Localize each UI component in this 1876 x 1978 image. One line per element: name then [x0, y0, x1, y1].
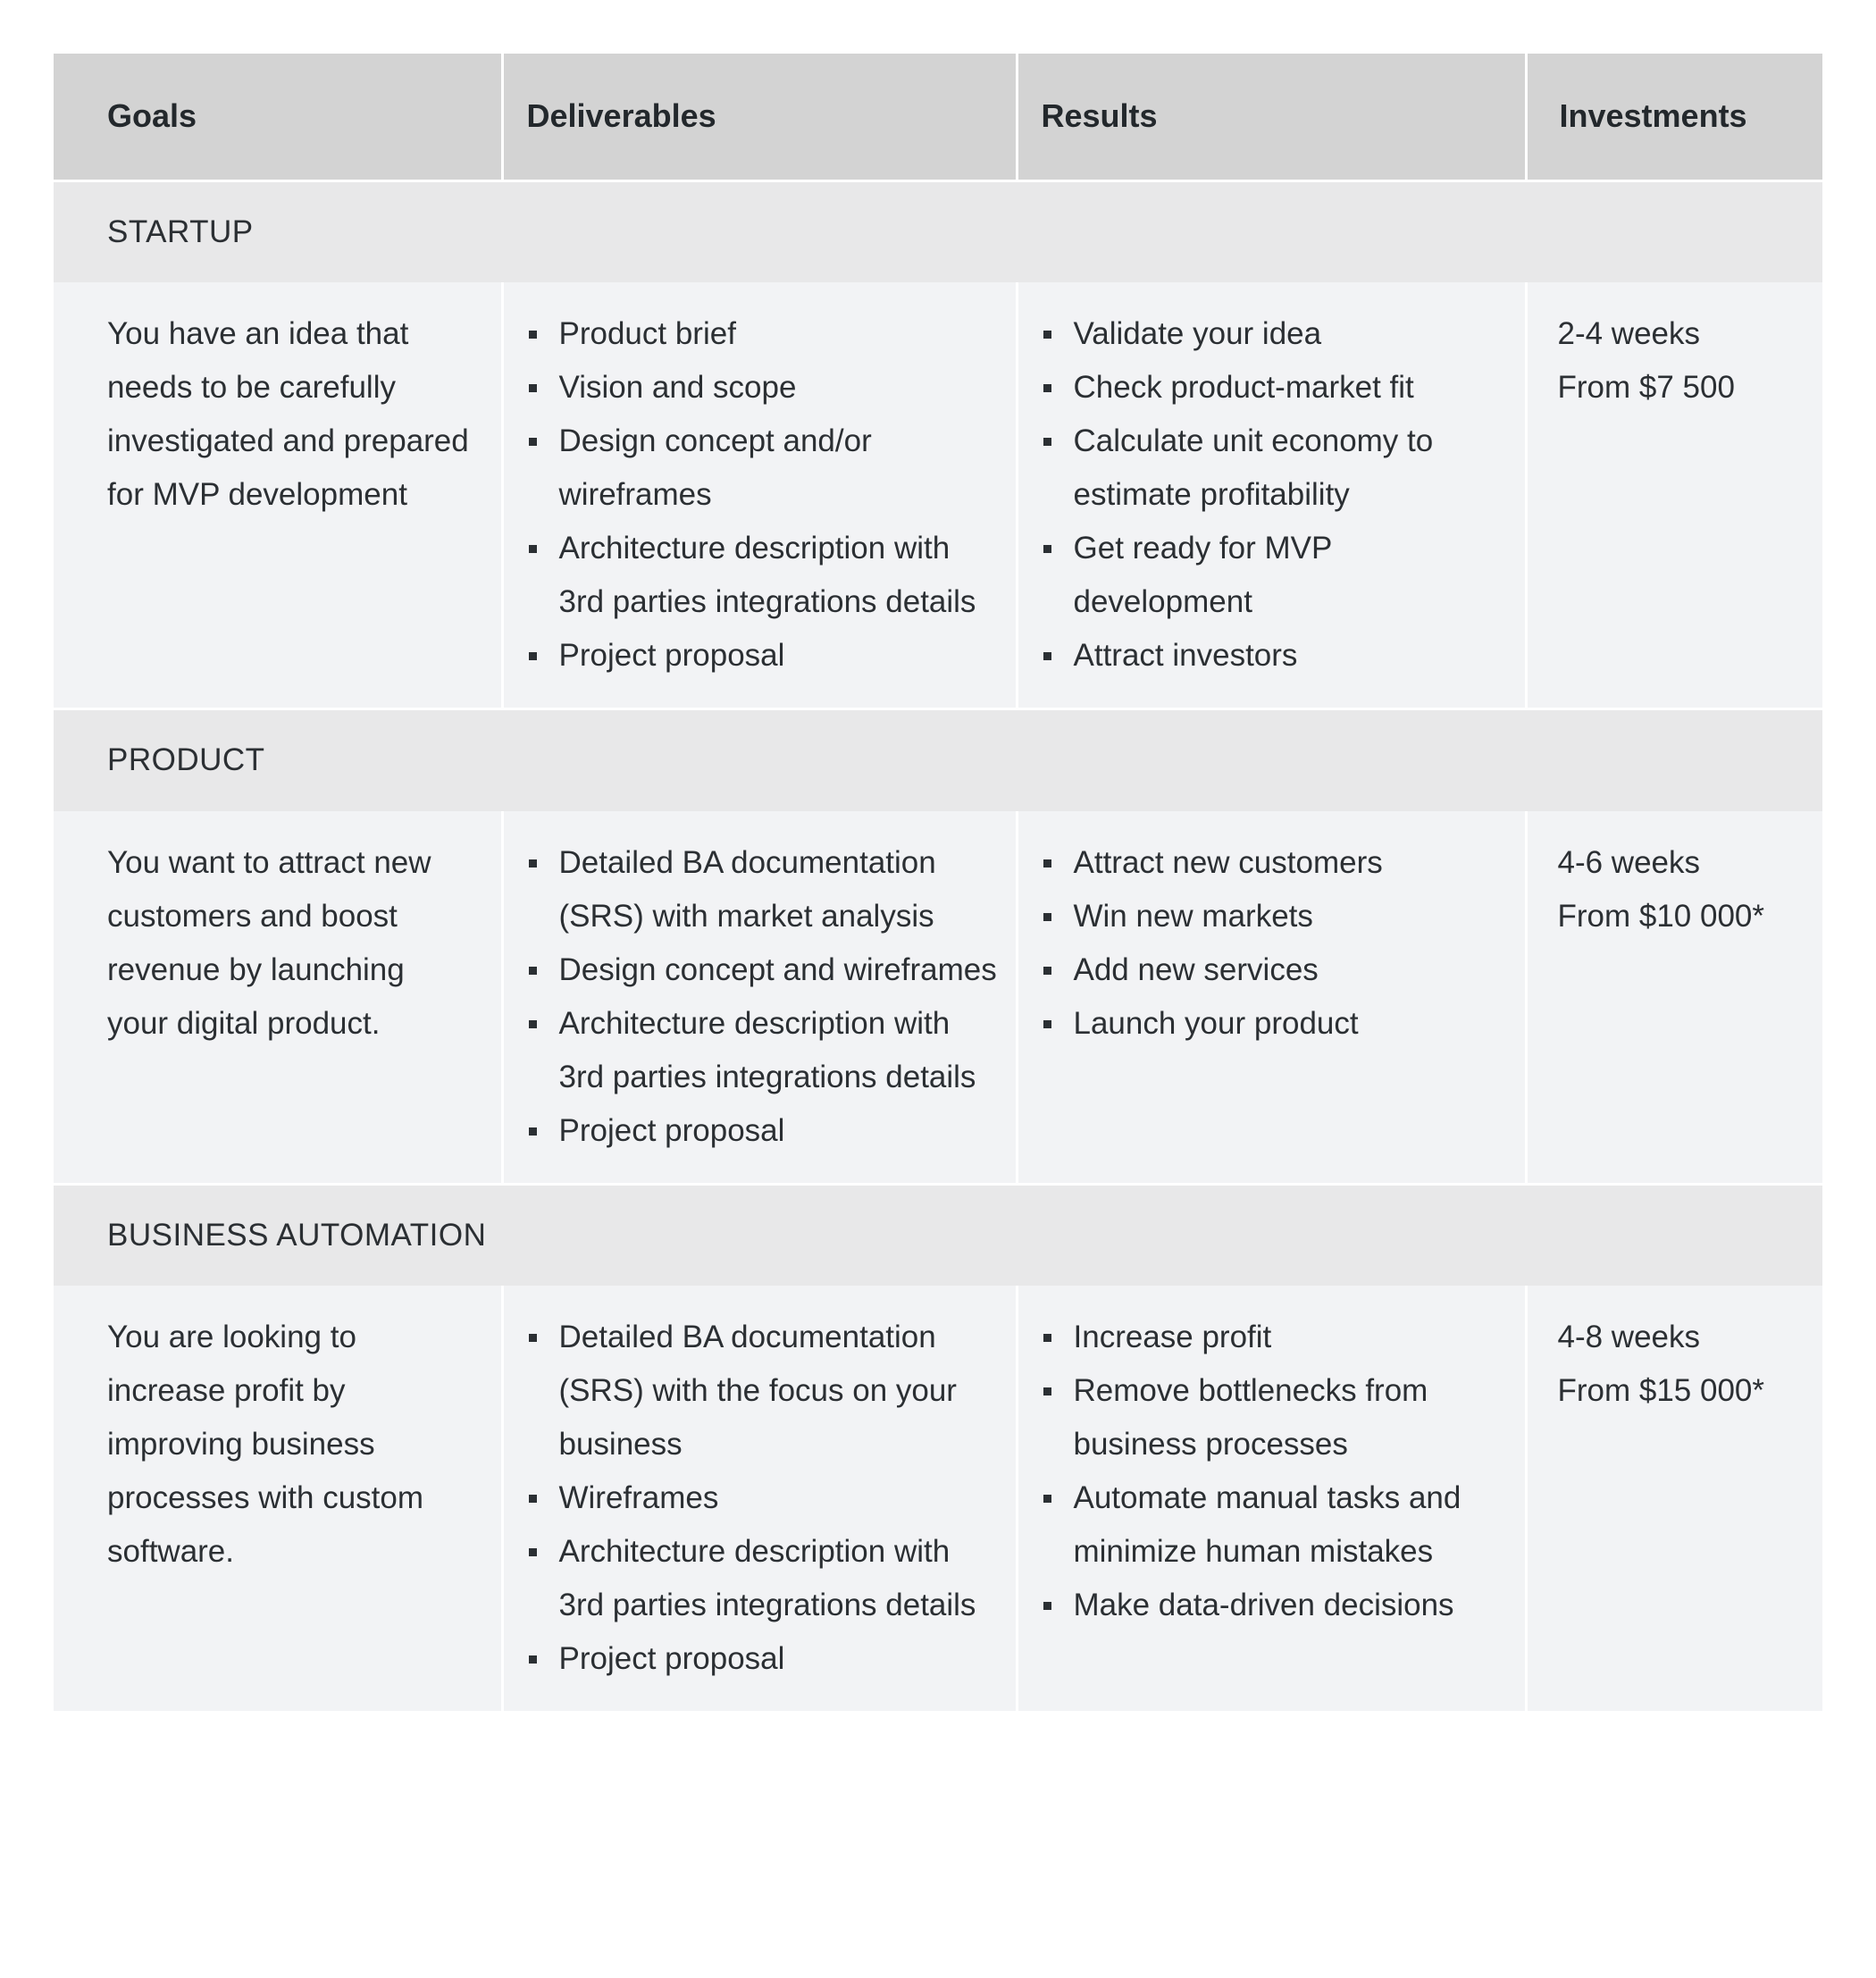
- deliverables-cell: [502, 811, 1017, 1185]
- list-item: Detailed BA documentation (SRS) with market analysis: [527, 836, 998, 943]
- list-item: Validate your idea: [1042, 307, 1507, 361]
- results-list: [1042, 836, 1507, 1051]
- section-title: PRODUCT: [54, 709, 1822, 811]
- list-item: Project proposal: [527, 1632, 998, 1686]
- list-item: Automate manual tasks and minimize human mistakes: [1042, 1471, 1507, 1579]
- section-row-startup: [54, 180, 1822, 282]
- pricing-table: [54, 54, 1822, 1711]
- list-item: Add new services: [1042, 943, 1507, 997]
- goal-cell: You want to attract new customers and boost revenue by launching your digital product.: [54, 811, 502, 1185]
- list-item: Get ready for MVP development: [1042, 522, 1507, 629]
- results-list: [1042, 307, 1507, 683]
- investments-cell: [1526, 1286, 1822, 1711]
- price-text: From $10 000*: [1557, 898, 1765, 934]
- list-item: Project proposal: [527, 629, 998, 683]
- list-item: Increase profit: [1042, 1311, 1507, 1364]
- list-item: Attract new customers: [1042, 836, 1507, 890]
- list-item: Wireframes: [527, 1471, 998, 1525]
- results-cell: [1017, 282, 1526, 709]
- price-text: From $7 500: [1557, 370, 1735, 405]
- deliverables-cell: [502, 1286, 1017, 1711]
- list-item: Launch your product: [1042, 997, 1507, 1051]
- goal-cell: You have an idea that needs to be carefully investigated and prepared for MVP development: [54, 282, 502, 709]
- list-item: Design concept and wireframes: [527, 943, 998, 997]
- header-results: Results: [1017, 54, 1526, 180]
- list-item: Architecture description with 3rd parties integrations details: [527, 522, 998, 629]
- header-investments: Investments: [1526, 54, 1822, 180]
- results-list: [1042, 1311, 1507, 1632]
- section-row-product: [54, 709, 1822, 811]
- deliverables-list: [527, 307, 998, 683]
- deliverables-cell: [502, 282, 1017, 709]
- header-goals: Goals: [54, 54, 502, 180]
- investments-cell: [1526, 282, 1822, 709]
- list-item: Vision and scope: [527, 361, 998, 415]
- duration-text: 2-4 weeks: [1557, 316, 1701, 351]
- list-item: Architecture description with 3rd parties integrations details: [527, 997, 998, 1104]
- list-item: Detailed BA documentation (SRS) with the focus on your business: [527, 1311, 998, 1471]
- list-item: Product brief: [527, 307, 998, 361]
- list-item: Attract investors: [1042, 629, 1507, 683]
- results-cell: [1017, 811, 1526, 1185]
- list-item: Make data-driven decisions: [1042, 1579, 1507, 1632]
- duration-text: 4-8 weeks: [1557, 1320, 1701, 1354]
- price-text: From $15 000*: [1557, 1373, 1765, 1408]
- table-header-row: [54, 54, 1822, 180]
- list-item: Check product-market fit: [1042, 361, 1507, 415]
- list-item: Remove bottlenecks from business processes: [1042, 1364, 1507, 1471]
- table-row-product: [54, 811, 1822, 1185]
- list-item: Calculate unit economy to estimate profitability: [1042, 415, 1507, 522]
- results-cell: [1017, 1286, 1526, 1711]
- header-deliverables: Deliverables: [502, 54, 1017, 180]
- investments-cell: [1526, 811, 1822, 1185]
- section-row-business-automation: [54, 1184, 1822, 1286]
- list-item: Architecture description with 3rd parties integrations details: [527, 1525, 998, 1632]
- section-title: BUSINESS AUTOMATION: [54, 1184, 1822, 1286]
- deliverables-list: [527, 1311, 998, 1686]
- duration-text: 4-6 weeks: [1557, 844, 1701, 880]
- deliverables-list: [527, 836, 998, 1158]
- goal-cell: You are looking to increase profit by improving business processes with custom software.: [54, 1286, 502, 1711]
- table-row-business-automation: [54, 1286, 1822, 1711]
- list-item: Win new markets: [1042, 890, 1507, 943]
- list-item: Design concept and/or wireframes: [527, 415, 998, 522]
- section-title: STARTUP: [54, 180, 1822, 282]
- list-item: Project proposal: [527, 1104, 998, 1158]
- table-row-startup: [54, 282, 1822, 709]
